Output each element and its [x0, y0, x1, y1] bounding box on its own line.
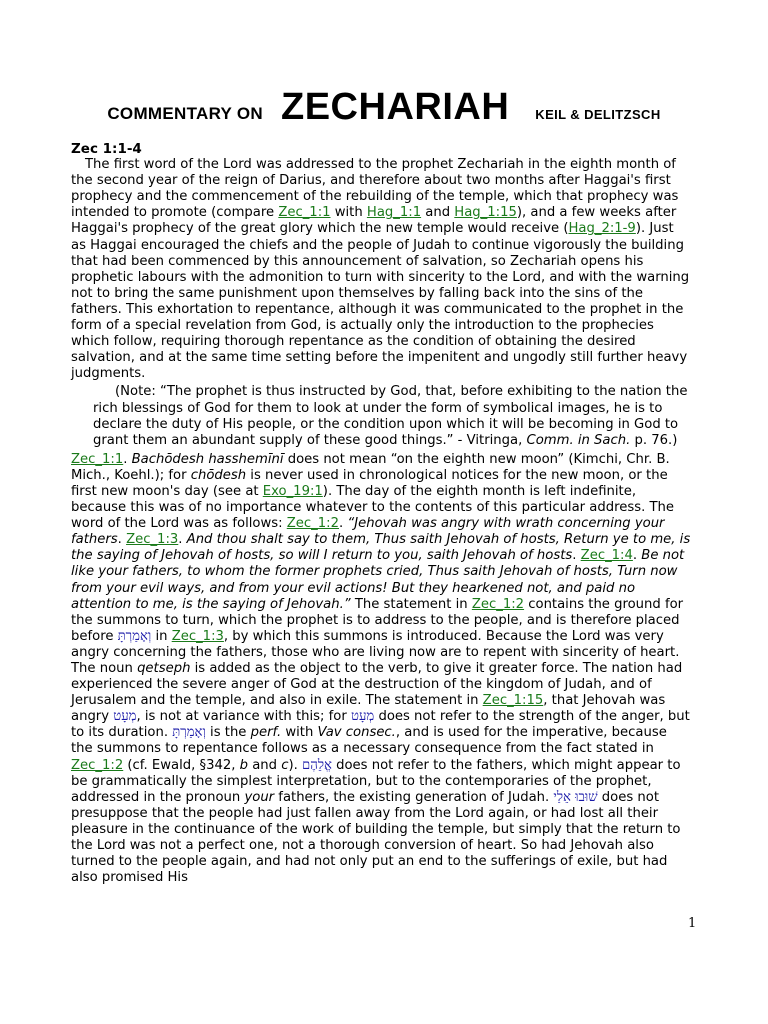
scripture-link[interactable]: Zec_1:3 — [126, 532, 179, 548]
title-suffix: KEIL & DELITZSCH — [535, 107, 661, 122]
hebrew-word: וְאָמַרְתָּ — [172, 725, 206, 741]
text: The statement in — [350, 596, 472, 612]
document-body — [71, 141, 691, 886]
text: does not mean “on the eighth new moon” (Kimchi, Chr. B. Mich., Koehl.); for — [71, 451, 670, 483]
italic-text: chōdesh — [190, 467, 247, 483]
section-heading: Zec 1:1-4 — [71, 141, 142, 157]
italic-text: Bachōdesh hasshemīnī — [131, 451, 284, 467]
text: ). The day of the eighth month is left indefinite, because this was of no importance whatever to the contents of this particular address. The word of the Lord was as follows: — [71, 483, 675, 532]
italic-text: Vav consec. — [317, 725, 396, 741]
text: , by which this summons is introduced. Because the Lord was very angry concerning the fathers, those who are living now are to repent with sincerity of heart. The noun — [71, 628, 680, 676]
text: ). Just as Haggai encouraged the chiefs and the people of Judah to continue vigorously the building that had been commenced by this announcement of salvation, so Zechariah opens his prophetic labours with the admonition to turn with sincerity to the Lord, and with the warning not to bring the same punishment upon themselves by falling back into the sins of the fathers. This exhortation to repentance, although it was communicated to the prophet in the form of a special revelation from God, is actually only the introduction to the prophecies which follow, requiring thorough repentance as the condition of obtaining the desired salvation, and at the same time setting before the impenitent and ungodly still further heavy judgments. — [71, 221, 690, 382]
text: . — [178, 532, 187, 548]
hebrew-word: שׁוּבוּ אֵלַי — [553, 789, 598, 805]
text: The first word of the Lord was addressed to the prophet Zechariah in the eighth month of the second year of the reign of Darius, and therefore about two months after Haggai's first prophecy and the commencement of the rebuilding of the temple, which that prophecy was intended to promote (compare — [71, 157, 679, 221]
paragraph-commentary — [71, 452, 691, 887]
hebrew-word: מְעָט — [113, 709, 137, 725]
page-title — [0, 86, 768, 129]
scripture-link[interactable]: Zec_1:1 — [71, 451, 124, 467]
text: . — [572, 548, 581, 564]
text: contains the ground for the summons to turn, which the prophet is to address to the people, and is therefore placed before — [71, 596, 684, 644]
text: with — [330, 205, 367, 221]
scripture-link[interactable]: Zec_1:15 — [482, 693, 544, 709]
italic-text: Be not like your fathers, to whom the former prophets cried, Thus saith Jehovah of hosts, Turn now from your evil ways, and from your evil actions! But they hearkened not, and paid no attention to me, is the saying of Jehovah.” — [71, 548, 685, 612]
scripture-link[interactable]: Exo_19:1 — [262, 483, 323, 499]
text: in — [151, 628, 172, 644]
text: fathers, the existing generation of Judah. — [274, 789, 554, 805]
text: is added as the object to the verb, to give it greater force. The nation had experienced the severe anger of God at the destruction of the kingdom of Judah, and of Jerusalem and the temple, and also in exile. The statement in — [71, 661, 683, 709]
text: (cf. Ewald, §342, — [123, 757, 240, 773]
italic-text: your — [244, 789, 275, 805]
scripture-link[interactable]: Hag_2:1-9 — [568, 221, 636, 237]
text: , is not at variance with this; for — [136, 709, 351, 725]
italic-text: b — [239, 757, 249, 773]
italic-text: Comm. in Sach. — [526, 432, 631, 448]
text: does not refer to the strength of the anger, but to its duration. — [71, 709, 690, 741]
text: with — [281, 725, 318, 741]
title-main: ZECHARIAH — [281, 86, 510, 128]
text: does not presuppose that the people had just fallen away from the Lord again, or had lost all their pleasure in the continuance of the work of building the temple, but simply that the return to the Lord was not a perfect one, not a thorough conversion of heart. So had Jehovah also turned to the people again, and had not only put an end to the sufferings of exile, but had also promised His — [71, 789, 681, 886]
italic-text: “Jehovah was angry with wrath concerning your fathers — [71, 516, 665, 548]
scripture-link[interactable]: Zec_1:1 — [278, 205, 331, 221]
text: (Note: “The prophet is thus instructed by God, that, before exhibiting to the nation the rich blessings of God for them to look at under the form of symbolical images, he is to declare the duty of His people, or the condition upon which it will be becoming in God to grant them an abundant supply of these good things.” - Vitringa, — [93, 384, 688, 448]
text: ). — [288, 757, 303, 773]
text: . — [632, 548, 642, 564]
text: and — [421, 205, 455, 221]
hebrew-word: וְאָמַרְתָּ — [117, 628, 152, 644]
text: does not refer to the fathers, which might appear to be grammatically the simplest interpretation, but to the contemporaries of the prophet, addressed in the pronoun — [71, 757, 681, 805]
footnote — [93, 384, 691, 448]
text: . — [123, 451, 132, 467]
scripture-link[interactable]: Zec_1:2 — [286, 516, 339, 532]
text: , and is used for the imperative, because the summons to repentance follows as a necessary consequence from the fact stated in — [71, 725, 667, 757]
text: is never used in chronological notices for the new moon, or the first new moon's day (see at — [71, 467, 668, 499]
text: and — [248, 757, 282, 773]
hebrew-word: אֱלֵהֶם — [302, 757, 332, 773]
scripture-link[interactable]: Zec_1:2 — [471, 596, 525, 612]
scripture-link[interactable]: Hag_1:1 — [366, 205, 422, 221]
text: p. 76.) — [630, 432, 678, 448]
text: is the — [205, 725, 251, 741]
italic-text: c — [281, 757, 289, 773]
italic-text: qetseph — [137, 661, 191, 676]
scripture-link[interactable]: Zec_1:3 — [171, 628, 224, 644]
italic-text: And thou shalt say to them, Thus saith Jehovah of hosts, Return ye to me, is the saying of Jehovah of hosts, so will I return to you, saith Jehovah of hosts — [71, 532, 691, 564]
paragraph-intro — [71, 157, 691, 382]
title-prefix: COMMENTARY ON — [107, 104, 263, 123]
scripture-link[interactable]: Hag_1:15 — [454, 205, 517, 221]
text: , that Jehovah was angry — [71, 693, 666, 725]
text: . — [338, 516, 348, 532]
text: ), and a few weeks after Haggai's prophecy of the great glory which the new temple would receive ( — [71, 205, 677, 237]
scripture-link[interactable]: Zec_1:4 — [580, 548, 633, 564]
page-number: 1 — [688, 916, 697, 931]
hebrew-word: מְעָט — [351, 709, 375, 725]
italic-text: perf. — [250, 725, 282, 741]
scripture-link[interactable]: Zec_1:2 — [71, 757, 124, 773]
text: . — [117, 532, 127, 548]
